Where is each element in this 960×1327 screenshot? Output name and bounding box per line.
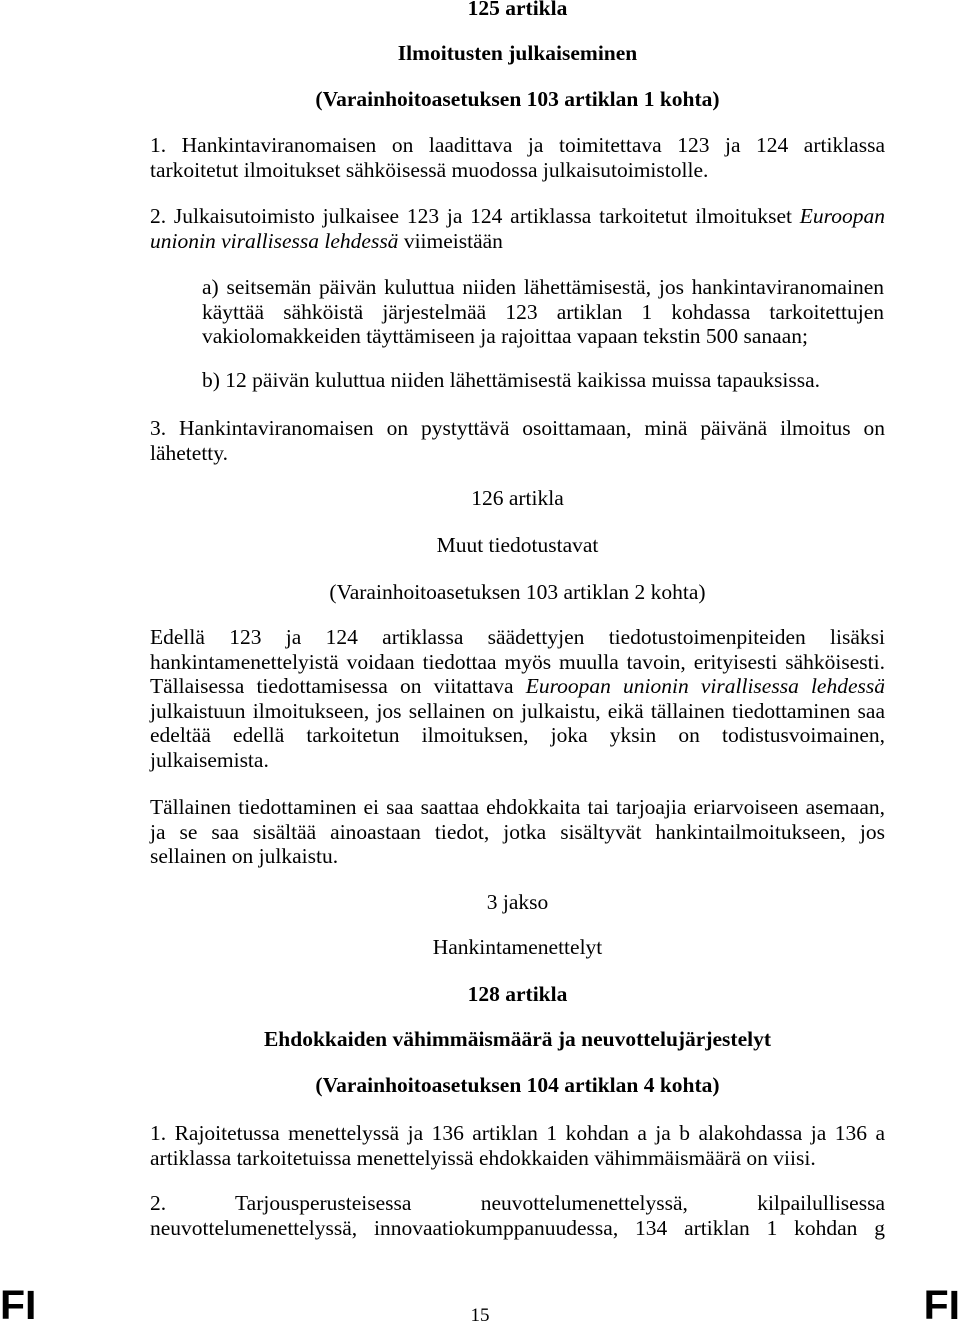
page-number: 15 [470,1305,490,1326]
paragraph-line: Tällainen tiedottaminen ei saa saattaa ehdokkaita tai tarjoajia eriarvoiseen asemaan, [150,795,885,819]
article-128-number: 128 artikla [467,982,568,1006]
paragraph-line: hankintamenettelyistä voidaan tiedottaa myös muulla tavoin, erityisesti sähköisesti. [150,649,885,674]
article-126-paragraph-1 [150,625,885,772]
italic-text-run: Euroopan [799,204,885,228]
paragraph-line: sellainen on julkaistu. [150,844,339,868]
article-125-reference: (Varainhoitoasetuksen 103 artiklan 1 kohta) [315,87,720,111]
paragraph-line: julkaisemista. [150,747,269,772]
paragraph-line: artiklassa tarkoitetuissa menettelyissä ehdokkaiden vähimmäismäärä on viisi. [150,1145,816,1170]
article-126-paragraph-2 [150,795,885,869]
paragraph-line: edeltää edellä tarkoitetun ilmoituksen, joka yksin on todistusvoimainen, [150,723,885,747]
section-3-number: 3 jakso [486,890,549,914]
paragraph-line: ja se saa sisältää ainoastaan tiedot, jotka sisältyvät hankintailmoitukseen, jos [150,819,885,844]
article-125-point-a [202,275,884,349]
paragraph-line: 2. Tarjousperusteisessa neuvottelumenettelyssä, kilpailullisessa [150,1191,885,1215]
paragraph-line [150,229,885,254]
article-125-number: 125 artikla [467,0,568,20]
paragraph-line: julkaistuun ilmoitukseen, jos sellainen on julkaistu, eikä tällainen tiedottaminen saa [150,698,885,723]
language-code-left: FI [0,1282,37,1327]
article-128-paragraph-1 [150,1121,885,1170]
paragraph-line: 1. Rajoitetussa menettelyssä ja 136 artiklan 1 kohdan a ja b alakohdassa ja 136 a [150,1121,885,1145]
article-128-paragraph-2 [150,1191,885,1240]
article-125-title: Ilmoitusten julkaiseminen [397,41,638,65]
paragraph-line: Edellä 123 ja 124 artiklassa säädettyjen tiedotustoimenpiteiden lisäksi [150,625,885,649]
italic-text-run: Euroopan unionin virallisessa lehdessä [525,674,886,698]
paragraph-line: lähetetty. [150,440,229,465]
paragraph-line: käyttää sähköistä järjestelmää 123 artiklan 1 kohdassa tarkoitettujen [202,299,884,324]
article-126-reference: (Varainhoitoasetuksen 103 artiklan 2 kohta) [329,580,706,604]
italic-text-run: unionin virallisessa lehdessä [150,228,399,253]
text-run: Tällaisessa tiedottamisessa on viitattava [150,674,514,698]
paragraph-line: 1. Hankintaviranomaisen on laadittava ja toimitettava 123 ja 124 artiklassa [150,133,885,157]
article-125-paragraph-2 [150,204,885,253]
article-125-paragraph-1 [150,133,885,182]
paragraph-line: 3. Hankintaviranomaisen on pystyttävä osoittamaan, minä päivänä ilmoitus on [150,416,885,440]
language-code-right: FI [923,1282,960,1327]
article-128-reference: (Varainhoitoasetuksen 104 artiklan 4 kohta) [315,1073,720,1097]
paragraph-line [150,674,885,699]
article-128-title: Ehdokkaiden vähimmäismäärä ja neuvottelujärjestelyt [263,1027,772,1051]
article-126-number: 126 artikla [471,486,564,510]
paragraph-line: b) 12 päivän kuluttua niiden lähettämisestä kaikissa muissa tapauksissa. [202,368,820,392]
text-run: 2. Julkaisutoimisto julkaisee 123 ja 124 artiklassa tarkoitetut ilmoitukset [150,204,793,228]
article-125-point-b [202,368,884,393]
paragraph-line: tarkoitetut ilmoitukset sähköisessä muodossa julkaisutoimistolle. [150,157,709,182]
paragraph-line: a) seitsemän päivän kuluttua niiden lähettämisestä, jos hankintaviranomainen [202,275,884,299]
text-run: viimeistään [403,228,503,253]
paragraph-line: neuvottelumenettelyssä, innovaatiokumppanuudessa, 134 artiklan 1 kohdan g [150,1215,885,1240]
paragraph-line: vakiolomakkeiden täyttämiseen ja rajoittaa vapaan tekstin 500 sanaan; [202,324,808,348]
article-125-paragraph-3 [150,416,885,465]
paragraph-line [150,204,885,229]
section-3-title: Hankintamenettelyt [432,935,603,959]
article-126-title: Muut tiedotustavat [436,533,599,557]
